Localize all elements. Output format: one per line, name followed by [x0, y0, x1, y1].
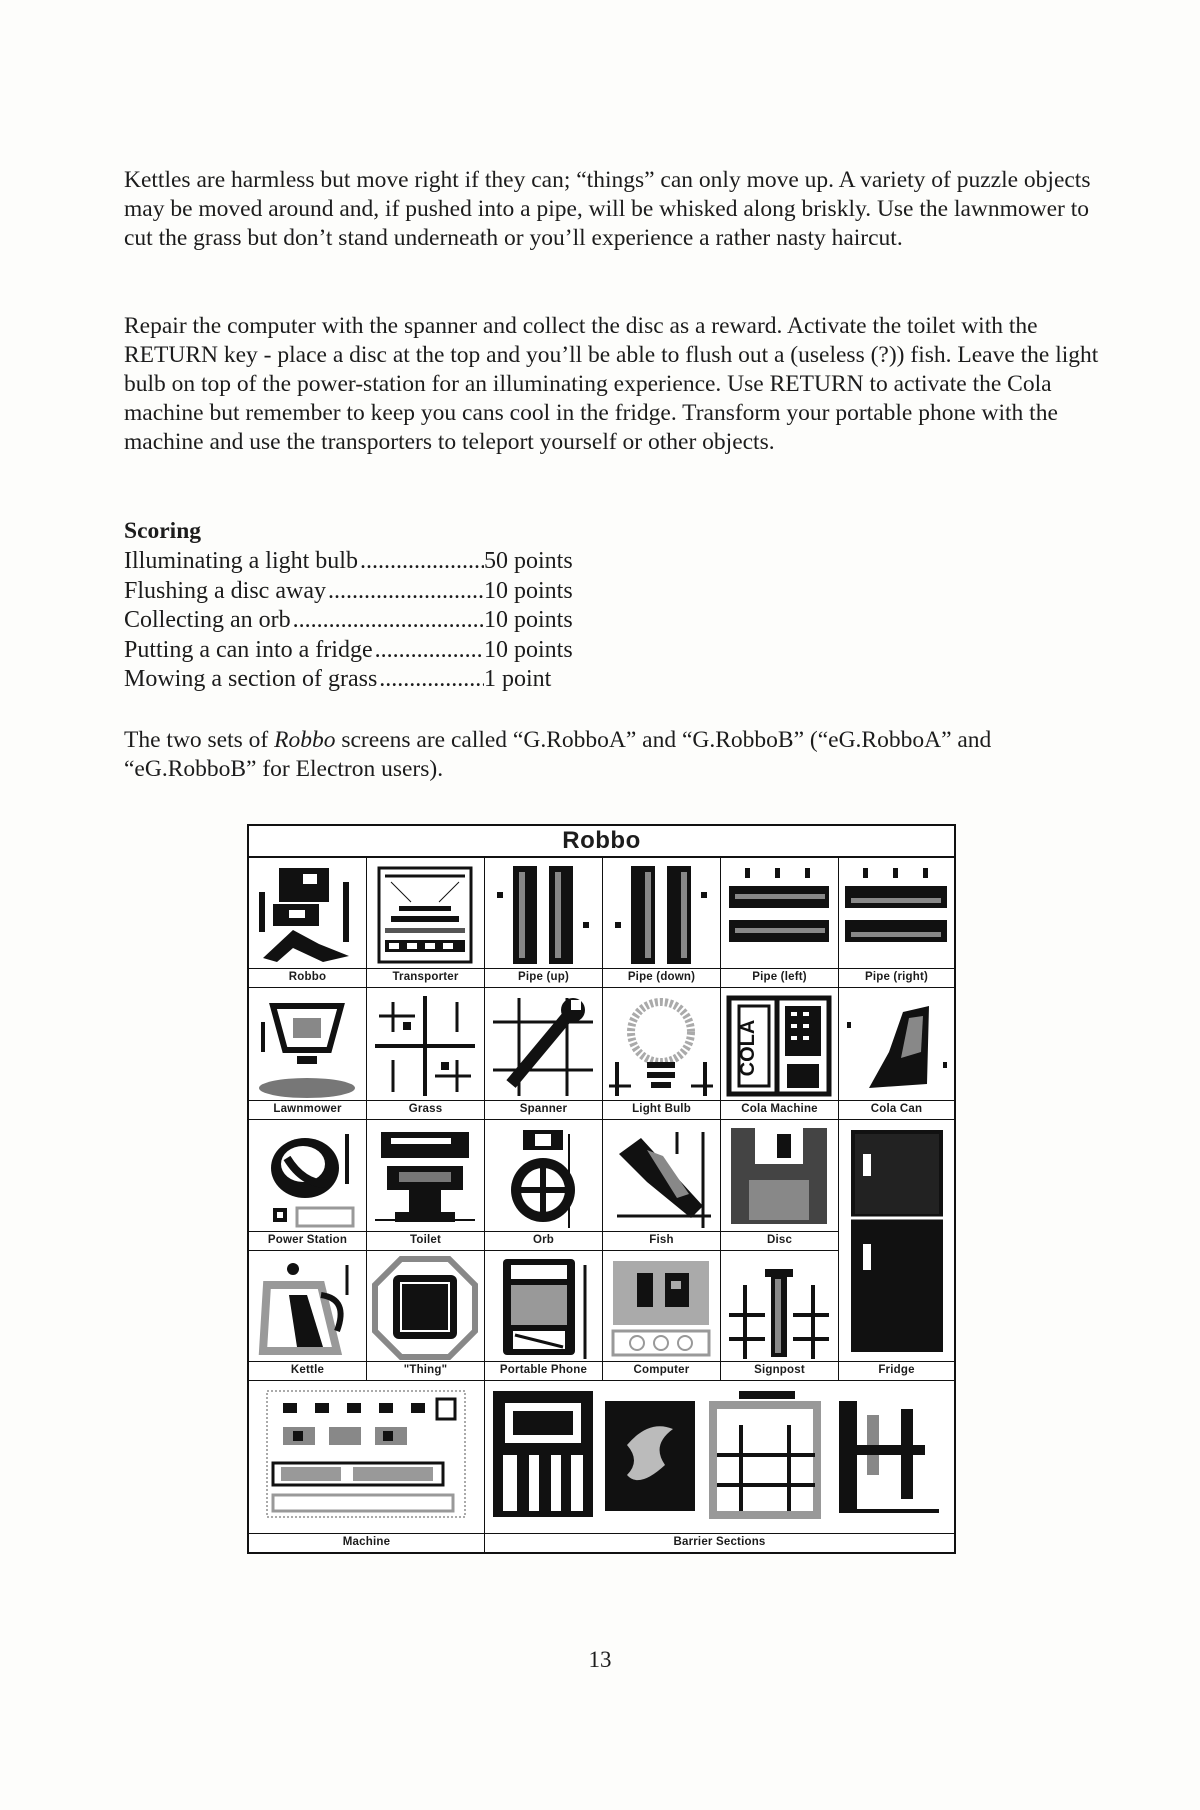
paragraph-kettles: Kettles are harmless but move right if they can; “things” can only move up. A variety of puzzle objects may be moved around and, if pushed into a pipe, will be whisked along briskly. Use the lawnmower to cut the grass but don’t stand underneath or you’ll experience a rather nasty haircut.	[124, 167, 1091, 251]
sprite-label: Kettle	[249, 1361, 366, 1380]
scoring-label: Illuminating a light bulb	[124, 548, 358, 574]
thing-icon	[371, 1255, 479, 1361]
paragraph-text: screens are called “G.RobboA” and “G.RobboB” (“eG.RobboA” and “eG.RobboB” for Electron users).	[124, 727, 992, 782]
sprite-cell-disc	[721, 1120, 839, 1251]
cola-label: COLA	[737, 1019, 759, 1077]
kettle-icon	[253, 1255, 361, 1361]
fridge-icon	[843, 1124, 951, 1354]
page-number: 13	[588, 1647, 612, 1672]
cola-machine-icon	[725, 992, 833, 1100]
sprite-cell-grass	[367, 988, 485, 1120]
barrier-sections-icon	[489, 1385, 949, 1525]
pipe-up-icon	[489, 862, 597, 968]
sprite-label: Power Station	[249, 1231, 366, 1250]
scoring-heading: Scoring	[124, 518, 202, 544]
sprite-cell-lawnmower	[249, 988, 367, 1120]
scoring-label: Collecting an orb	[124, 607, 291, 633]
sprite-cell-pipe-right	[839, 858, 954, 988]
pipe-right-icon	[843, 862, 951, 968]
sprite-cell-pipe-up	[485, 858, 603, 988]
sprite-cell-thing	[367, 1251, 485, 1381]
computer-icon	[607, 1255, 715, 1361]
scoring-row	[124, 577, 573, 607]
sprite-label: Computer	[603, 1361, 720, 1380]
figure-title: Robbo	[249, 826, 954, 858]
sprite-label: Barrier Sections	[485, 1533, 954, 1552]
cola-can-icon	[843, 992, 951, 1100]
sprite-cell-machine	[249, 1381, 485, 1552]
sprite-label: Lawnmower	[249, 1100, 366, 1119]
fish-icon	[607, 1124, 715, 1230]
pipe-left-icon	[725, 862, 833, 968]
sprite-cell-signpost	[721, 1251, 839, 1381]
sprite-figure	[247, 824, 956, 1554]
sprite-cell-toilet	[367, 1120, 485, 1251]
toilet-icon	[371, 1124, 479, 1230]
sprite-cell-pipe-left	[721, 858, 839, 988]
lightbulb-icon	[607, 992, 715, 1100]
game-title-italic: Robbo	[274, 727, 336, 753]
paragraph-text: The two sets of	[124, 727, 275, 753]
scoring-points: 10 points	[484, 636, 573, 663]
sprite-label: Disc	[721, 1231, 838, 1250]
sprite-label: Transporter	[367, 968, 484, 987]
sprite-cell-portable-phone	[485, 1251, 603, 1381]
transporter-icon	[371, 862, 479, 968]
sprite-cell-cola-machine	[721, 988, 839, 1120]
scoring-points: 10 points	[484, 607, 573, 633]
signpost-icon	[725, 1255, 833, 1361]
sprite-cell-pipe-down	[603, 858, 721, 988]
sprite-label: Pipe (left)	[721, 968, 838, 987]
power-station-icon	[253, 1124, 361, 1230]
sprite-cell-transporter	[367, 858, 485, 988]
sprite-label: Robbo	[249, 968, 366, 987]
sprite-label: Grass	[367, 1100, 484, 1119]
sprite-label: Cola Machine	[721, 1100, 838, 1119]
portable-phone-icon	[489, 1255, 597, 1361]
spanner-icon	[489, 992, 597, 1100]
sprite-cell-fridge	[839, 1120, 954, 1381]
disc-icon	[725, 1124, 833, 1230]
scoring-row	[124, 636, 573, 666]
sprite-label: Light Bulb	[603, 1100, 720, 1119]
sprite-cell-fish	[603, 1120, 721, 1251]
sprite-cell-computer	[603, 1251, 721, 1381]
grass-icon	[371, 992, 479, 1100]
sprite-cell-barrier-sections	[485, 1381, 954, 1552]
sprite-cell-robbo	[249, 858, 367, 988]
scoring-list	[124, 547, 573, 695]
scoring-row	[124, 606, 573, 636]
scoring-row	[124, 665, 573, 695]
scoring-label: Mowing a section of grass	[124, 666, 378, 692]
machine-icon	[253, 1385, 479, 1525]
sprite-cell-kettle	[249, 1251, 367, 1381]
sprite-label: Machine	[249, 1533, 484, 1552]
scoring-label: Putting a can into a fridge	[124, 636, 373, 663]
robbo-icon	[253, 862, 361, 968]
sprite-label: Fridge	[839, 1361, 954, 1380]
sprite-label: Fish	[603, 1231, 720, 1250]
sprite-label: Pipe (down)	[603, 968, 720, 987]
scoring-points: 1 point	[484, 666, 552, 692]
sprite-cell-power-station	[249, 1120, 367, 1251]
sprite-label: Signpost	[721, 1361, 838, 1380]
scoring-label: Flushing a disc away	[124, 577, 326, 604]
sprite-label: Pipe (right)	[839, 968, 954, 987]
lawnmower-icon	[253, 992, 361, 1100]
sprite-label: "Thing"	[367, 1361, 484, 1380]
pipe-down-icon	[607, 862, 715, 968]
orb-icon	[489, 1124, 597, 1230]
sprite-label: Pipe (up)	[485, 968, 602, 987]
sprite-label: Spanner	[485, 1100, 602, 1119]
sprite-label: Cola Can	[839, 1100, 954, 1119]
paragraph-screens	[124, 726, 1099, 784]
scoring-points: 10 points	[484, 577, 573, 604]
sprite-label: Toilet	[367, 1231, 484, 1250]
sprite-cell-spanner	[485, 988, 603, 1120]
scoring-row	[124, 547, 573, 577]
sprite-label: Orb	[485, 1231, 602, 1250]
sprite-cell-lightbulb	[603, 988, 721, 1120]
scoring-points: 50 points	[484, 548, 573, 574]
sprite-cell-orb	[485, 1120, 603, 1251]
paragraph-repair: Repair the computer with the spanner and collect the disc as a reward. Activate the toilet with the RETURN key - place a disc at the top and you’ll be able to flush out a (useless (?)) fish. Leave the light bulb on top of the power-station for an illuminating experience. Use RETURN to activate the Cola machine but remember to keep you cans cool in the fridge. Transform your portable phone with the machine and use the transporters to teleport yourself or other objects.	[124, 313, 1099, 455]
sprite-label: Portable Phone	[485, 1361, 602, 1380]
sprite-cell-cola-can	[839, 988, 954, 1120]
